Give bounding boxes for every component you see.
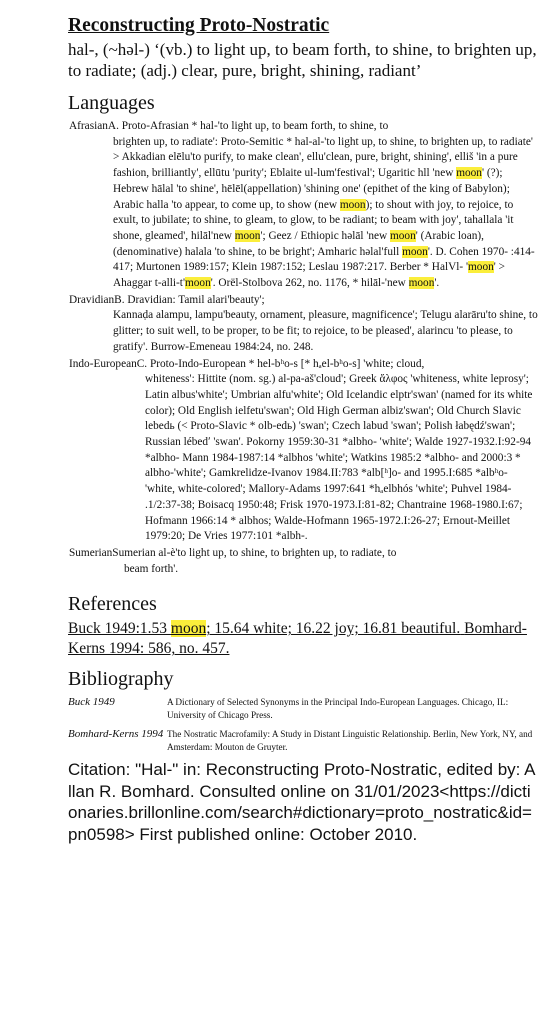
bibliography-key: Bomhard-Kerns 1994 bbox=[68, 728, 164, 741]
document-page bbox=[68, 14, 538, 845]
language-entry-first-line: B. Dravidian: Tamil alari'beauty'; bbox=[114, 293, 265, 306]
languages-heading: Languages bbox=[68, 92, 155, 114]
highlighted-term: moon bbox=[408, 277, 435, 290]
language-entry-text: Kannaḍa alampu, lampu'beauty, ornament, pleasure, magnificence'; Telugu alarāru'to shine, to glitter; to suit well, to be proper, to be fit; to rejoice, to be pleased', alarincu 'to please, to gratify'. Burrow-Emeneau 1984:24, no. 248. bbox=[113, 309, 538, 353]
language-entry-first-line: A. Proto-Afrasian * hal-'to light up, to beam forth, to shine, to bbox=[107, 120, 389, 132]
entry-gloss: hal-, (~həl-) ‘(vb.) to light up, to beam forth, to shine, to brighten up, to radiate; (adj.) clear, pure, bright, shining, radiant’ bbox=[68, 40, 537, 80]
language-entry bbox=[108, 119, 538, 135]
highlighted-term: moon bbox=[390, 229, 416, 242]
references-heading: References bbox=[68, 593, 157, 616]
language-name: Dravidian bbox=[69, 293, 115, 306]
language-row-sumerian-cont bbox=[68, 562, 538, 578]
language-row-dravidian bbox=[68, 293, 538, 309]
highlighted-term: moon bbox=[339, 198, 366, 211]
bibliography-text: The Nostratic Macrofamily: A Study in Distant Linguistic Relationship. Berlin, New York, NY, and Amsterdam: Mouton de Gruyter. bbox=[167, 729, 533, 753]
language-row-indo-european-cont bbox=[68, 372, 538, 545]
language-row-afrasian-cont bbox=[68, 135, 538, 292]
language-name: Afrasian bbox=[69, 120, 108, 132]
language-row-afrasian bbox=[68, 119, 538, 135]
bibliography-key: Buck 1949 bbox=[68, 696, 115, 709]
language-entry-text: beam forth'. bbox=[124, 562, 179, 575]
bibliography-list bbox=[68, 695, 538, 754]
language-entry bbox=[137, 357, 538, 373]
bibliography-item bbox=[68, 727, 538, 754]
language-row-indo-european bbox=[68, 357, 538, 373]
language-entry-text: whiteness': Hittite (nom. sg.) al-pa-aš'cloud'; Greek ἄλφος 'whiteness, white leprosy'; Latin albus'white'; Umbrian alfu'white'; Old Icelandic elptr'swan' (named for its white color); Old English ielfetu'swan'; Old High German albiz'swan'; Old Church Slavic lebedь (< Proto-Slavic * olb-edь) 'swan'; Czech labud 'swan'; Polish łabędź'swan'; Russian lébedʹ 'swan'. Pokorny 1959:30-31 *albho- 'white'; Walde 1927-1932.I:92-94 *albho- Mann 1984-1987:14 *albhos 'white'; Watkins 1985:2 *albho- and 2000:3 * albho-'white'; Gamkrelidze-Ivanov 1984.II:783 *alb[ʰ]o- and 1995.I:685 *albʰo- 'white, white-colored'; Mallory-Adams 1997:641 *hₐelbhós 'white'; Puhvel 1984- .1/2:37-38; Boisacq 1950:48; Frisk 1970-1973.I:81-82; Chantraine 1968-1980.I:67; Hofmann 1966:14 * albhos; Walde-Hofmann 1965-1972.I:26-27; Ernout-Meillet 1979:20; De Vries 1977:101 *albh-. bbox=[145, 373, 533, 543]
language-row-sumerian bbox=[68, 546, 538, 562]
highlighted-term: moon bbox=[234, 229, 261, 242]
bibliography-text: A Dictionary of Selected Synonyms in the Principal Indo-European Languages. Chicago, IL: University of Chicago Press. bbox=[167, 697, 509, 721]
language-entry-first-line: C. Proto-Indo-European * hel-bʰo-s [* hₐel-bʰo-s] 'white; cloud, bbox=[136, 357, 425, 370]
highlighted-term: moon bbox=[170, 620, 207, 638]
language-entry-text: brighten up, to radiate': Proto-Semitic * hal-al-'to light up, to shine, to brighten up, to radiate' > Akkadian elēlu'to purify, to make clean', ellu'clean, pure, bright, shining', elliš 'in a pure fashion, brilliantly', ellūtu 'purity'; Eblaite ul-lum'festival'; Ugaritic hll 'new moon' (?); Hebrew hālal 'to shine', hēlēl(appellation) 'shining one' (epithet of the king of Babylon); Arabic halla 'to appear, to come up, to show (new moon); to shout with joy, to rejoice, to exult, to jubilate; to shine, to gleam, to glow, to be radiant; to beam with joy', tahallala 'it shone, gleamed', hilāl'new moon'; Geez / Ethiopic həlāl 'new moon' (Arabic loan), (denominative) halala 'to shine, to be bright'; Amharic həlal'full moon'. D. Cohen 1970- :414-417; Murtonen 1989:157; Klein 1987:152; Leslau 1987:217. Berber * HalVl- 'moon' > Ahaggar t-alli-t'moon'. Orël-Stolbova 262, no. 1176, * hilāl-'new moon'. bbox=[113, 135, 535, 290]
highlighted-term: moon bbox=[468, 261, 494, 274]
highlighted-term: moon bbox=[402, 245, 428, 258]
language-name: Sumerian bbox=[69, 546, 113, 559]
language-row-dravidian-cont bbox=[68, 308, 538, 355]
page-title: Reconstructing Proto-Nostratic bbox=[68, 15, 330, 36]
language-entry-first-line: Sumerian al-è'to light up, to shine, to brighten up, to radiate, to bbox=[112, 546, 397, 559]
references-links[interactable]: Buck 1949:1.53 moon; 15.64 white; 16.22 joy; 16.81 beautiful. Bomhard-Kerns 1994: 586, no. 457. bbox=[68, 620, 527, 658]
highlighted-term: moon bbox=[185, 277, 211, 290]
language-name: Indo-European bbox=[69, 357, 137, 370]
bibliography-item bbox=[68, 695, 538, 722]
bibliography-heading: Bibliography bbox=[68, 668, 174, 691]
languages-section bbox=[68, 119, 538, 577]
language-entry bbox=[112, 546, 538, 562]
highlighted-term: moon bbox=[456, 167, 482, 180]
language-entry bbox=[114, 293, 538, 309]
citation-text[interactable]: Citation: "Hal-" in: Reconstructing Proto-Nostratic, edited by: Allan R. Bomhard. Consulted online on 31/01/2023<https://dictionaries.brillonline.com/search#dictionary=proto_nostratic&id=pn0598> First published online: October 2010. bbox=[68, 760, 536, 844]
